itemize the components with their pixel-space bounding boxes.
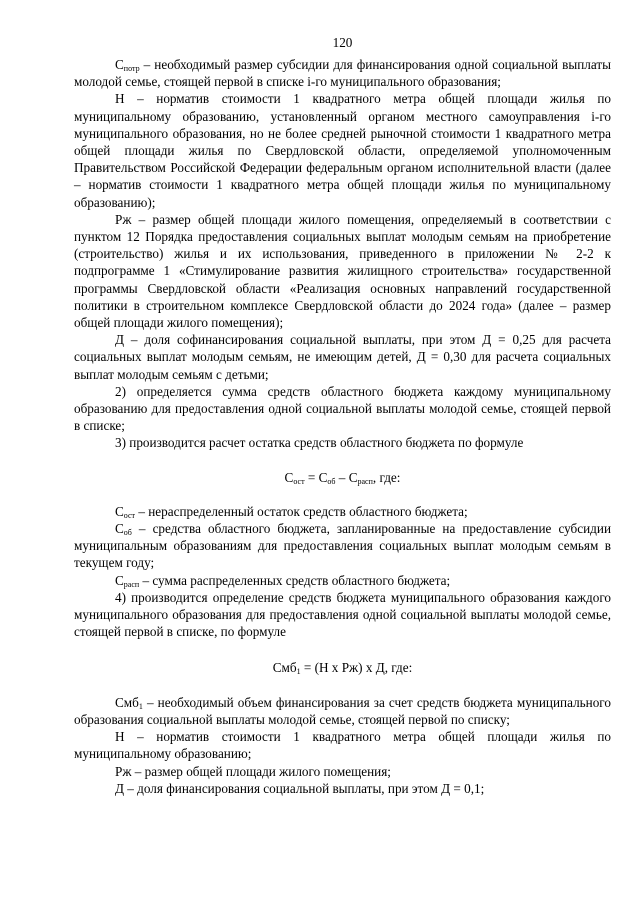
definition-smb1: Смб$_1$ – необходимый объем финансирования за счет средств бюджета муниципального образования социальной выплаты молодой семье, стоящей первой по списку; (74, 694, 611, 727)
formula-smb1: Смб$_1$ = (Н х Рж) х Д, где: (272, 659, 413, 676)
definition-rzh-2: Рж – размер общей площади жилого помещения; (115, 763, 391, 779)
definition-c-rasp: $С_{расп}$ – сумма распределенных средств областного бюджета; (115, 572, 451, 589)
definition-n-norm-2: Н – норматив стоимости 1 квадратного метра общей площади жилья по муниципальному образованию; (74, 729, 611, 762)
step-4: 4) производится определение средств бюджета муниципального образования каждого муниципального образования для предоставления одной социальной выплаты молодой семье, стоящей первой в списке, по формуле (74, 589, 611, 640)
formula-c-ost: $С_{ост} = С_{об} - С_{расп}$, где: (284, 469, 401, 486)
step-3: 3) производится расчет остатка средств областного бюджета по формуле (115, 435, 524, 451)
definition-rzh: Рж – размер общей площади жилого помещения, определяемый в соответствии с пунктом 12 Порядка предоставления социальных выплат молодым семьям на приобретение (строительство) жилья и их использования, приведенного в приложении № 2-2 к подпрограмме 1 «Стимулирование развития жилищного строительства» государственной программы Свердловской области «Реализация основных направлений государственной политики в строительном комплексе Свердловской области до 2024 года» (далее – размер общей площади жилого помещения); (74, 211, 611, 331)
definition-c-ob: $С_{об}$ – средства областного бюджета, запланированные на предоставление субсидии муниципальным образованиям для предоставления социальных выплат молодым семьям в текущем году; (74, 521, 611, 571)
document-page (74, 34, 611, 797)
definition-c-ost: $С_{ост}$ – нераспределенный остаток средств областного бюджета; (115, 503, 468, 520)
definition-n-norm: Н – норматив стоимости 1 квадратного метра общей площади жилья по муниципальному образованию, установленный органом местного самоуправления i-го муниципального образования, но не более средней рыночной стоимости 1 квадратного метра общей площади жилья по Свердловской области, определяемой уполномоченным Правительством Российской Федерации федеральным органом исполнительной власти (далее – норматив стоимости 1 квадратного метра общей площади жилья по муниципальному образованию); (74, 91, 611, 210)
definition-d-share: Д – доля софинансирования социальной выплаты, при этом Д = 0,25 для расчета социальных выплат молодым семьям, не имеющим детей, Д = 0,30 для расчета социальных выплат молодым семьям с детьми; (74, 332, 611, 382)
definition-c-potr: $С_{потр}$ – необходимый размер субсидии для финансирования одной социальной выплаты молодой семье, стоящей первой в списке i-го муниципального образования; (74, 57, 611, 90)
step-2: 2) определяется сумма средств областного бюджета каждому муниципальному образованию для предоставления одной социальной выплаты молодой семье, стоящей первой в списке; (74, 383, 611, 434)
definition-d-share-2: Д – доля финансирования социальной выплаты, при этом Д = 0,1; (115, 780, 485, 796)
page-number: 120 (332, 35, 353, 50)
